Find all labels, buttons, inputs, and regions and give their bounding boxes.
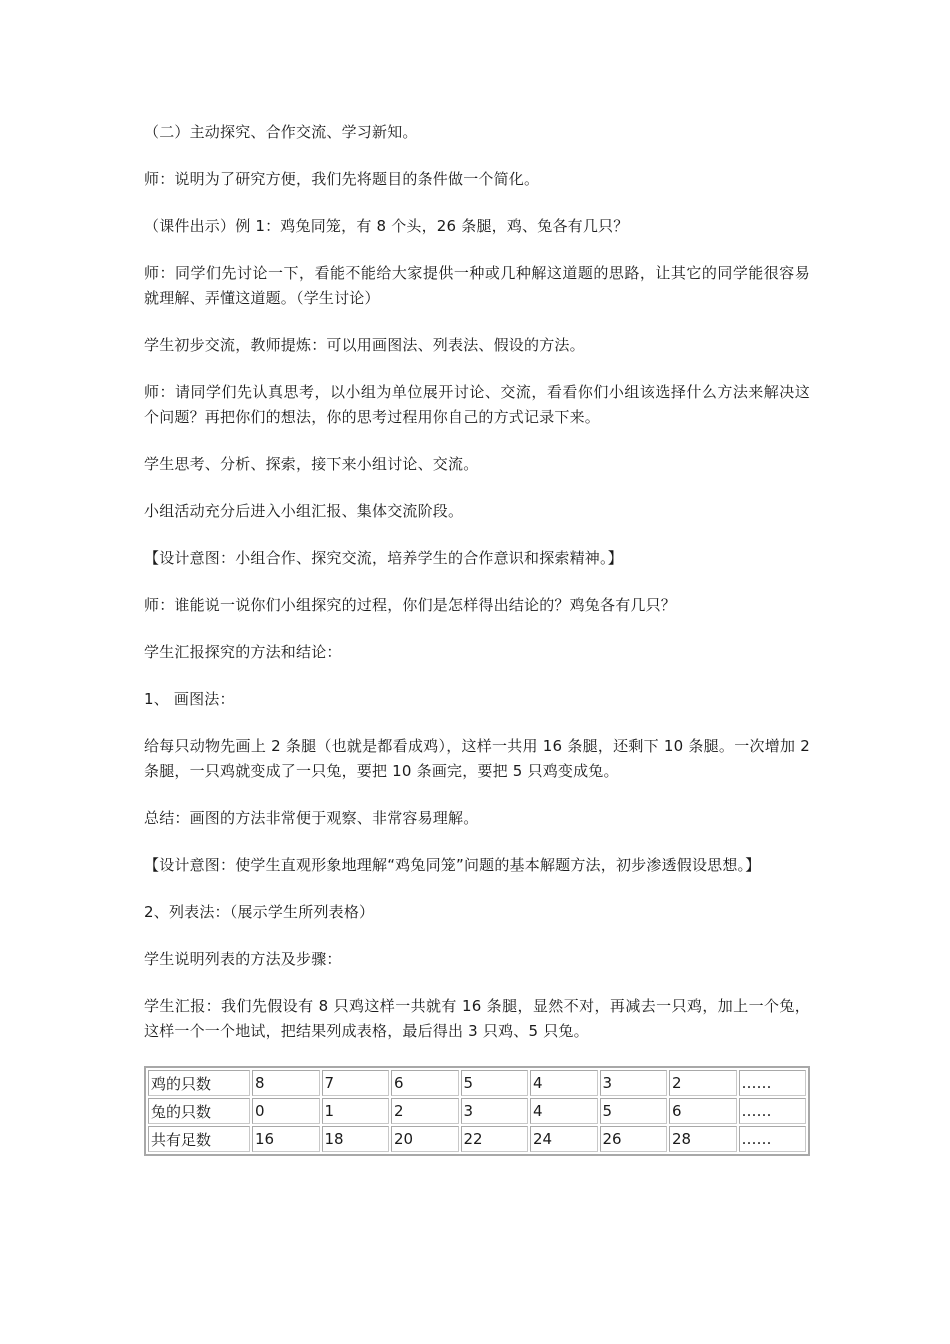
row-label: 鸡的只数 [148,1070,250,1096]
table-cell: 0 [252,1098,320,1124]
document-page [144,120,810,1156]
paragraph: 学生汇报探究的方法和结论： [144,643,342,661]
table-cell: …… [739,1098,807,1124]
table-cell: 24 [530,1126,598,1152]
table-cell: 16 [252,1126,320,1152]
summary: 总结：画图的方法非常便于观察、非常容易理解。 [144,809,479,827]
paragraph: 师：说明为了研究方便，我们先将题目的条件做一个简化。 [144,170,540,188]
method-heading: 2、列表法：（展示学生所列表格） [144,903,375,921]
table-row [148,1070,806,1096]
table-cell: 5 [461,1070,529,1096]
paragraph: 学生汇报：我们先假设有 8 只鸡这样一共就有 16 条腿，显然不对，再减去一只鸡，加上一个兔，这样一个一个地试，把结果列成表格，最后得出 3 只鸡、5 只兔。 [144,997,810,1040]
paragraph: 师：谁能说一说你们小组探究的过程，你们是怎样得出结论的？鸡兔各有几只？ [144,596,677,614]
table-cell: …… [739,1070,807,1096]
table-cell: 6 [391,1070,459,1096]
paragraph: 给每只动物先画上 2 条腿（也就是都看成鸡），这样一共用 16 条腿，还剩下 10 条腿。一次增加 2 条腿，一只鸡就变成了一只兔，要把 10 条画完，要把 5 只鸡变成兔。 [144,737,810,780]
table-cell: 18 [322,1126,390,1152]
paragraph: 学生初步交流，教师提炼：可以用画图法、列表法、假设的方法。 [144,336,585,354]
table-cell: 4 [530,1098,598,1124]
paragraph: 师：同学们先讨论一下，看能不能给大家提供一种或几种解这道题的思路，让其它的同学能很容易就理解、弄懂这道题。（学生讨论） [144,264,810,307]
section-heading: （二）主动探究、合作交流、学习新知。 [144,123,418,141]
table-cell: 28 [669,1126,737,1152]
table-cell: 6 [669,1098,737,1124]
table-cell: 3 [600,1070,668,1096]
paragraph: 学生思考、分析、探索，接下来小组讨论、交流。 [144,455,479,473]
table-cell: 8 [252,1070,320,1096]
row-label: 兔的只数 [148,1098,250,1124]
table-cell: 1 [322,1098,390,1124]
table-cell: 22 [461,1126,529,1152]
row-label: 共有足数 [148,1126,250,1152]
table-cell: …… [739,1126,807,1152]
table-row [148,1126,806,1152]
paragraph: 小组活动充分后进入小组汇报、集体交流阶段。 [144,502,464,520]
table-cell: 20 [391,1126,459,1152]
table-cell: 3 [461,1098,529,1124]
table-cell: 4 [530,1070,598,1096]
table-cell: 5 [600,1098,668,1124]
design-intent-note: 【设计意图：使学生直观形象地理解“鸡兔同笼”问题的基本解题方法，初步渗透假设思想。】 [144,856,761,874]
table-cell: 7 [322,1070,390,1096]
table-row [148,1098,806,1124]
table-cell: 26 [600,1126,668,1152]
design-intent-note: 【设计意图：小组合作、探究交流，培养学生的合作意识和探索精神。】 [144,549,623,567]
chicken-rabbit-table [144,1066,810,1156]
paragraph: 师：请同学们先认真思考，以小组为单位展开讨论、交流，看看你们小组该选择什么方法来解决这个问题？再把你们的想法，你的思考过程用你自己的方式记录下来。 [144,383,810,426]
table-cell: 2 [669,1070,737,1096]
method-heading: 1、 画图法： [144,690,235,708]
paragraph: 学生说明列表的方法及步骤： [144,950,342,968]
example-problem: （课件出示）例 1：鸡兔同笼，有 8 个头，26 条腿，鸡、兔各有几只？ [144,217,629,235]
table-cell: 2 [391,1098,459,1124]
